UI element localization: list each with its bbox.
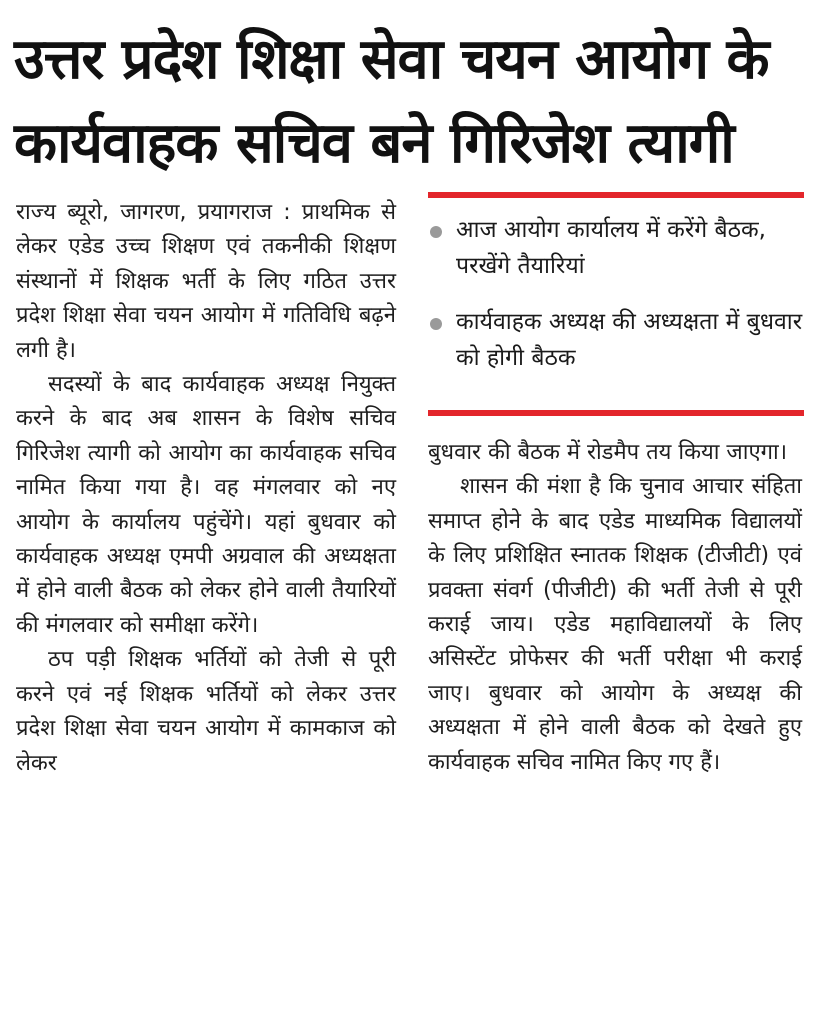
highlight-rule-top [428, 192, 804, 198]
paragraph-secretary: सदस्यों के बाद कार्यवाहक अध्यक्ष नियुक्त करने के बाद अब शासन के विशेष सचिव गिरिजेश त्यागी को आयोग का कार्यवाहक सचिव नामित किया गया है। वह मंगलवार को नए आयोग के कार्यालय पहुंचेंगे। यहां बुधवार को कार्यवाहक अध्यक्ष एमपी अग्रवाल की अध्यक्षता में होने वाली बैठक को लेकर होने वाली तैयारियों की मंगलवार को समीक्षा करेंगे। [16, 372, 396, 638]
left-column [16, 196, 396, 781]
headline-line-1: उत्तर प्रदेश शिक्षा सेवा चयन आयोग के [14, 27, 769, 92]
highlight-item [428, 212, 804, 284]
highlight-text: कार्यवाहक अध्यक्ष की अध्यक्षता में बुधवार को होगी बैठक [456, 309, 803, 371]
paragraph-government-intent: शासन की मंशा है कि चुनाव आचार संहिता समाप्त होने के बाद एडेड माध्यमिक विद्यालयों के लिए प्रशिक्षित स्नातक शिक्षक (टीजीटी) एवं प्रवक्ता संवर्ग (पीजीटी) की भर्ती तेजी से पूरी कराई जाय। एडेड महाविद्यालयों के लिए असिस्टेंट प्रोफेसर की भर्ती परीक्षा भी कराई जाए। बुधवार को आयोग के अध्यक्ष की अध्यक्षता में होने वाली बैठक को देखते हुए कार्यवाहक सचिव नामित किए गए हैं। [428, 474, 802, 775]
paragraph-recruitment: ठप पड़ी शिक्षक भर्तियों को तेजी से पूरी करने एवं नई शिक्षक भर्तियों को लेकर उत्तर प्रदेश शिक्षा सेवा चयन आयोग में कामकाज को लेकर [16, 647, 396, 776]
highlights-box [428, 212, 804, 396]
headline-line-2: कार्यवाहक सचिव बने गिरिजेश त्यागी [14, 111, 734, 176]
right-column [428, 436, 802, 780]
headline [14, 18, 814, 186]
bullet-icon [430, 318, 442, 330]
paragraph-intro: राज्य ब्यूरो, जागरण, प्रयागराज : प्राथमिक से लेकर एडेड उच्च शिक्षण एवं तकनीकी शिक्षण संस्थानों में शिक्षक भर्ती के लिए गठित उत्तर प्रदेश शिक्षा सेवा चयन आयोग में गतिविधि बढ़ने लगी है। [16, 200, 396, 363]
bullet-icon [430, 226, 442, 238]
highlight-text: आज आयोग कार्यालय में करेंगे बैठक, परखेंगे तैयारियां [456, 217, 766, 279]
paragraph-roadmap: बुधवार की बैठक में रोडमैप तय किया जाएगा। [428, 440, 788, 465]
highlight-rule-bottom [428, 410, 804, 416]
highlight-item [428, 304, 804, 376]
